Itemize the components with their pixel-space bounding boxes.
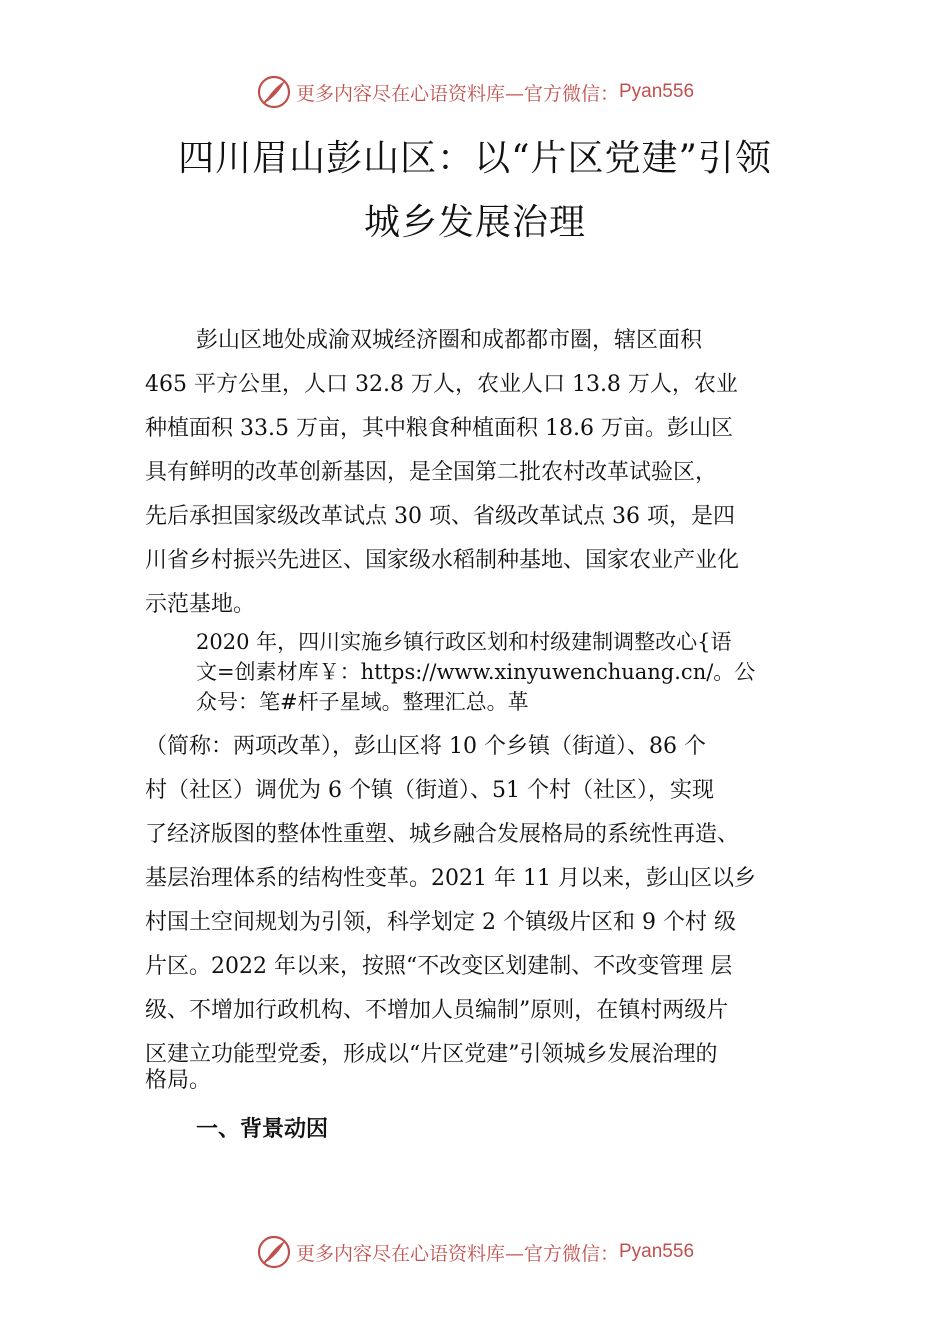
paragraph-line: 种植面积 33.5 万亩，其中粮食种植面积 18.6 万亩。彭山区 [145, 416, 733, 441]
watermark-brand-text: 更多内容尽在心语资料库—官方微信： [295, 82, 619, 105]
paragraph-line: 川省乡村振兴先进区、国家级水稻制种基地、国家农业产业化 [145, 548, 740, 573]
paragraph-line: 465 平方公里，人口 32.8 万人，农业人口 13.8 万人，农业 [145, 372, 738, 397]
watermark-banner-bottom [0, 1232, 950, 1272]
document-title-line-2: 城乡发展治理 [363, 202, 586, 243]
paragraph-line: 级、不增加行政机构、不增加人员编制”原则，在镇村两级片 [145, 998, 729, 1023]
inserted-line: 文=创素材库￥：https://www.xinyuwenchuang.cn/。公 [196, 660, 756, 684]
paragraph-line: 示范基地。 [145, 592, 256, 617]
paragraph-line: 基层治理体系的结构性变革。2021 年 11 月以来，彭山区以乡 [145, 866, 756, 891]
paragraph-line: 格局。 [145, 1068, 212, 1093]
document-title-line-1: 四川眉山彭山区：以“片区党建”引领 [178, 138, 772, 179]
watermark-banner-top [0, 72, 950, 112]
paragraph-line: 先后承担国家级改革试点 30 项、省级改革试点 36 项，是四 [145, 504, 735, 529]
watermark-account: Pyan556 [619, 1241, 695, 1262]
paragraph-line: （简称：两项改革），彭山区将 10 个乡镇（街道）、86 个 [145, 734, 706, 759]
paragraph-line: 村国土空间规划为引领，科学划定 2 个镇级片区和 9 个村 级 [145, 910, 736, 935]
inserted-line: 众号：笔#杆子星域。整理汇总。革 [196, 690, 529, 714]
quill-logo-icon [256, 74, 292, 110]
paragraph-line: 村（社区）调优为 6 个镇（街道）、51 个村（社区），实现 [145, 778, 714, 803]
watermark-account: Pyan556 [619, 81, 695, 102]
paragraph-line: 区建立功能型党委，形成以“片区党建”引领城乡发展治理的 [145, 1042, 718, 1067]
paragraph-line: 了经济版图的整体性重塑、城乡融合发展格局的系统性再造、 [145, 822, 740, 847]
paragraph-line: 片区。2022 年以来，按照“不改变区划建制、不改变管理 层 [145, 954, 733, 979]
quill-logo-icon [256, 1234, 292, 1270]
watermark-brand-text: 更多内容尽在心语资料库—官方微信： [295, 1242, 619, 1265]
section-heading: 一、背景动因 [196, 1116, 329, 1142]
inserted-line: 2020 年，四川实施乡镇行政区划和村级建制调整改心{语 [196, 630, 732, 654]
paragraph-line: 具有鲜明的改革创新基因，是全国第二批农村改革试验区， [145, 460, 718, 485]
paragraph-line: 彭山区地处成渝双城经济圈和成都都市圈，辖区面积 [196, 328, 703, 353]
